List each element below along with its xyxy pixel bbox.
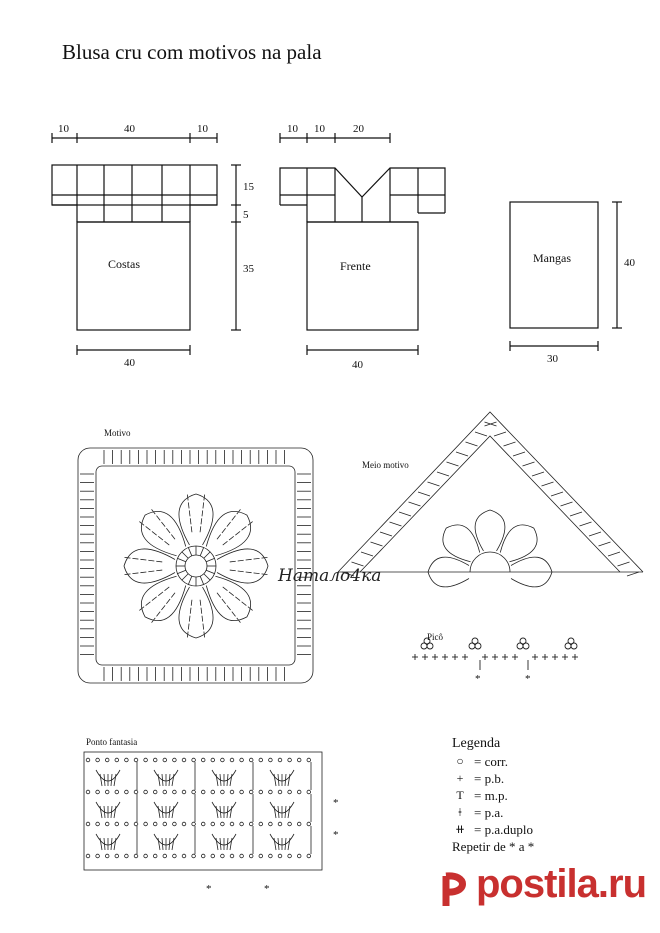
ch-oval-icon: ○ <box>456 754 464 768</box>
page-title: Blusa cru com motivos na pala <box>62 40 322 64</box>
pico-chart <box>412 638 578 685</box>
legend-item-mp <box>452 787 534 804</box>
legend-item-text: = p.b. <box>474 771 505 786</box>
legend-title: Legenda <box>452 736 501 751</box>
legend <box>452 735 534 855</box>
costas-dim-body: 35 <box>243 263 254 275</box>
svg-text:*: * <box>525 673 531 685</box>
brand-text: postila.ru <box>476 862 647 906</box>
mangas-dim-side: 40 <box>624 257 635 269</box>
svg-text:*: * <box>333 797 339 809</box>
legend-item-corr <box>452 753 534 770</box>
legend-repeat-note: Repetir de * a * <box>452 839 535 854</box>
legend-item-text: = corr. <box>474 754 509 769</box>
svg-text:*: * <box>475 673 481 685</box>
double-crochet-icon: ǂ <box>458 805 462 819</box>
legend-item-pa <box>452 804 534 821</box>
brand-watermark <box>476 862 646 907</box>
meio-motivo-label: Meio motivo <box>362 460 409 470</box>
legend-item-text: = m.p. <box>474 788 508 803</box>
legend-item-pb <box>452 770 534 787</box>
mangas-label: Mangas <box>533 251 571 265</box>
mangas-dim-bottom: 30 <box>547 353 558 365</box>
costas-dim-right: 10 <box>197 123 208 135</box>
costas-dim-yoke: 15 <box>243 181 254 193</box>
frente-dim-3: 20 <box>353 123 364 135</box>
frente-dim-1: 10 <box>287 123 298 135</box>
single-crochet-icon: + <box>456 771 464 785</box>
costas-schematic <box>52 133 241 355</box>
frente-schematic <box>280 133 445 355</box>
frente-dim-2: 10 <box>314 123 325 135</box>
svg-text:*: * <box>206 883 212 895</box>
svg-text:*: * <box>333 829 339 841</box>
legend-item-pa-duplo <box>452 821 534 838</box>
frente-dim-bottom: 40 <box>352 359 363 371</box>
costas-dim-bottom: 40 <box>124 357 135 369</box>
legend-item-text: = p.a.duplo <box>474 822 533 837</box>
costas-dim-left: 10 <box>58 123 69 135</box>
ponto-fantasia-chart <box>84 752 339 895</box>
frente-label: Frente <box>340 259 371 273</box>
half-double-icon: T <box>456 788 464 802</box>
motivo-label: Motivo <box>104 428 131 438</box>
costas-dim-gap: 5 <box>243 209 249 221</box>
mangas-schematic <box>510 202 622 351</box>
watermark-signature: Натало4ка <box>278 566 382 586</box>
postila-logo-icon <box>438 870 478 910</box>
costas-dim-center: 40 <box>124 123 135 135</box>
svg-text:*: * <box>264 883 270 895</box>
legend-item-text: = p.a. <box>474 805 504 820</box>
ponto-fantasia-label: Ponto fantasia <box>86 737 138 747</box>
meio-motivo-chart <box>338 412 643 587</box>
costas-label: Costas <box>108 257 141 271</box>
pico-label: Picô <box>427 632 444 642</box>
treble-crochet-icon: ⧺ <box>454 822 466 836</box>
